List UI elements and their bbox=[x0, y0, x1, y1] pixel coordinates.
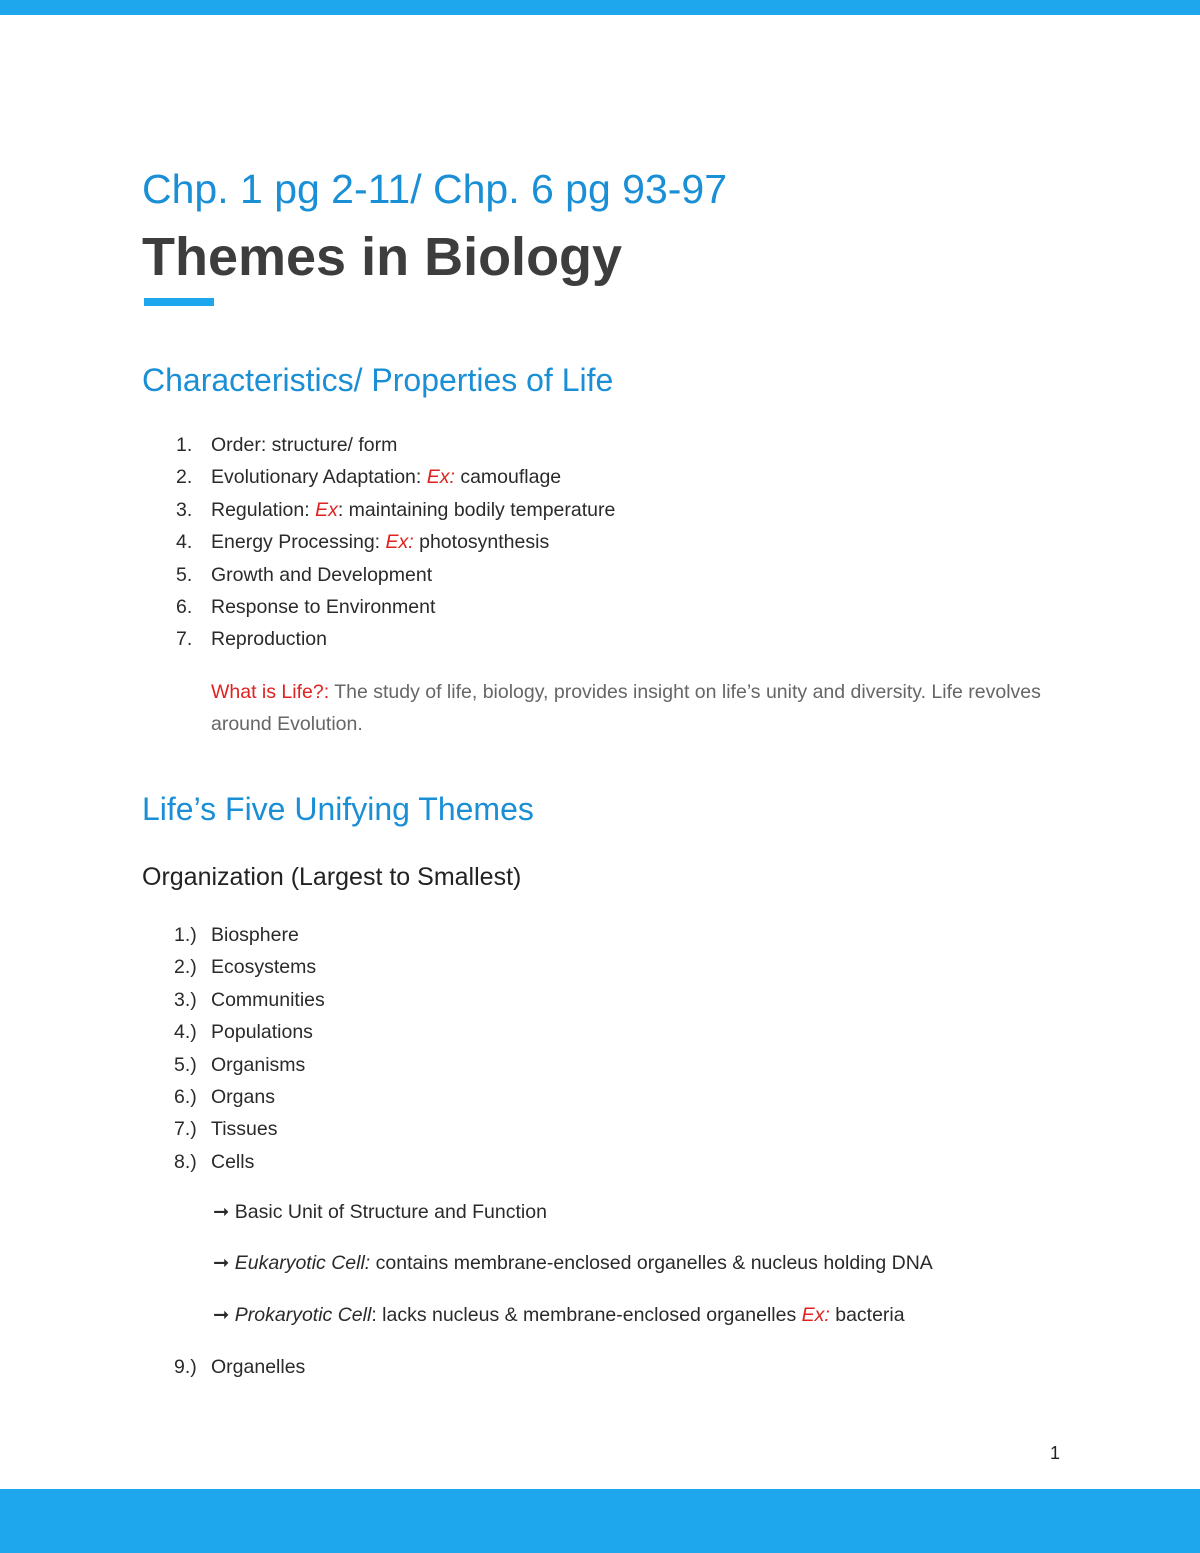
list-text: Organelles bbox=[211, 1356, 306, 1378]
document-subtitle: Chp. 1 pg 2-11/ Chp. 6 pg 93-97 bbox=[142, 166, 728, 212]
list-number: 1. bbox=[176, 434, 193, 456]
example-label: Ex: bbox=[426, 466, 455, 489]
list-text: Communities bbox=[211, 988, 325, 1011]
cell-note-prokaryotic: ➞ Prokaryotic Cell: lacks nucleus & membrane-enclosed organelles Ex: bacteria bbox=[213, 1304, 905, 1326]
list-text: Regulation: Ex: maintaining bodily temperature bbox=[211, 498, 616, 521]
list-number: 4. bbox=[176, 531, 193, 554]
list-number: 6.) bbox=[174, 1085, 197, 1108]
list-text: Ecosystems bbox=[211, 956, 317, 979]
list-text: Organisms bbox=[211, 1053, 306, 1076]
list-text: Order: structure/ form bbox=[211, 434, 398, 456]
list-number: 4.) bbox=[174, 1021, 197, 1044]
list-number: 9.) bbox=[174, 1356, 197, 1378]
bottom-accent-bar bbox=[0, 1489, 1200, 1553]
term-eukaryotic: Eukaryotic Cell: bbox=[234, 1252, 371, 1274]
list-number: 3.) bbox=[174, 988, 197, 1011]
section-heading-characteristics: Characteristics/ Properties of Life bbox=[142, 362, 614, 398]
example-label: Ex bbox=[315, 498, 338, 521]
document-title: Themes in Biology bbox=[142, 227, 623, 287]
top-accent-bar bbox=[0, 0, 1200, 15]
subheading-organization: Organization (Largest to Smallest) bbox=[142, 863, 522, 891]
list-text: Tissues bbox=[211, 1118, 278, 1141]
list-number: 8.) bbox=[174, 1150, 197, 1173]
example-label: Ex: bbox=[801, 1304, 830, 1326]
list-number: 3. bbox=[176, 498, 193, 521]
note-text: The study of life, biology, provides insight on life’s unity and diversity. Life revolves around Evolution. bbox=[211, 681, 1041, 735]
example-label: Ex: bbox=[385, 531, 414, 554]
list-text: Populations bbox=[211, 1021, 313, 1044]
list-text: Growth and Development bbox=[211, 563, 433, 586]
term-prokaryotic: Prokaryotic Cell bbox=[234, 1304, 372, 1326]
list-text: Reproduction bbox=[211, 628, 327, 651]
list-number: 7.) bbox=[174, 1118, 197, 1141]
list-number: 1.) bbox=[174, 924, 197, 946]
title-underline bbox=[144, 298, 214, 306]
page-number: 1 bbox=[1050, 1443, 1061, 1463]
list-number: 5. bbox=[176, 563, 193, 586]
list-text: Organs bbox=[211, 1085, 275, 1108]
what-is-life-note bbox=[211, 676, 1051, 740]
note-label: What is Life?: bbox=[211, 681, 330, 703]
list-number: 2.) bbox=[174, 956, 197, 979]
list-text: Evolutionary Adaptation: Ex: camouflage bbox=[211, 466, 562, 489]
list-text: Cells bbox=[211, 1150, 255, 1173]
list-number: 7. bbox=[176, 628, 193, 651]
list-number: 2. bbox=[176, 466, 193, 489]
cell-note-basic-unit: ➞ Basic Unit of Structure and Function bbox=[213, 1201, 547, 1223]
cell-note-eukaryotic: ➞ Eukaryotic Cell: contains membrane-enclosed organelles & nucleus holding DNA bbox=[213, 1252, 933, 1274]
section-heading-themes: Life’s Five Unifying Themes bbox=[142, 791, 534, 827]
list-text: Biosphere bbox=[211, 924, 299, 946]
list-number: 6. bbox=[176, 595, 193, 618]
list-number: 5.) bbox=[174, 1053, 197, 1076]
list-text: Energy Processing: Ex: photosynthesis bbox=[211, 531, 550, 554]
list-text: Response to Environment bbox=[211, 595, 436, 618]
